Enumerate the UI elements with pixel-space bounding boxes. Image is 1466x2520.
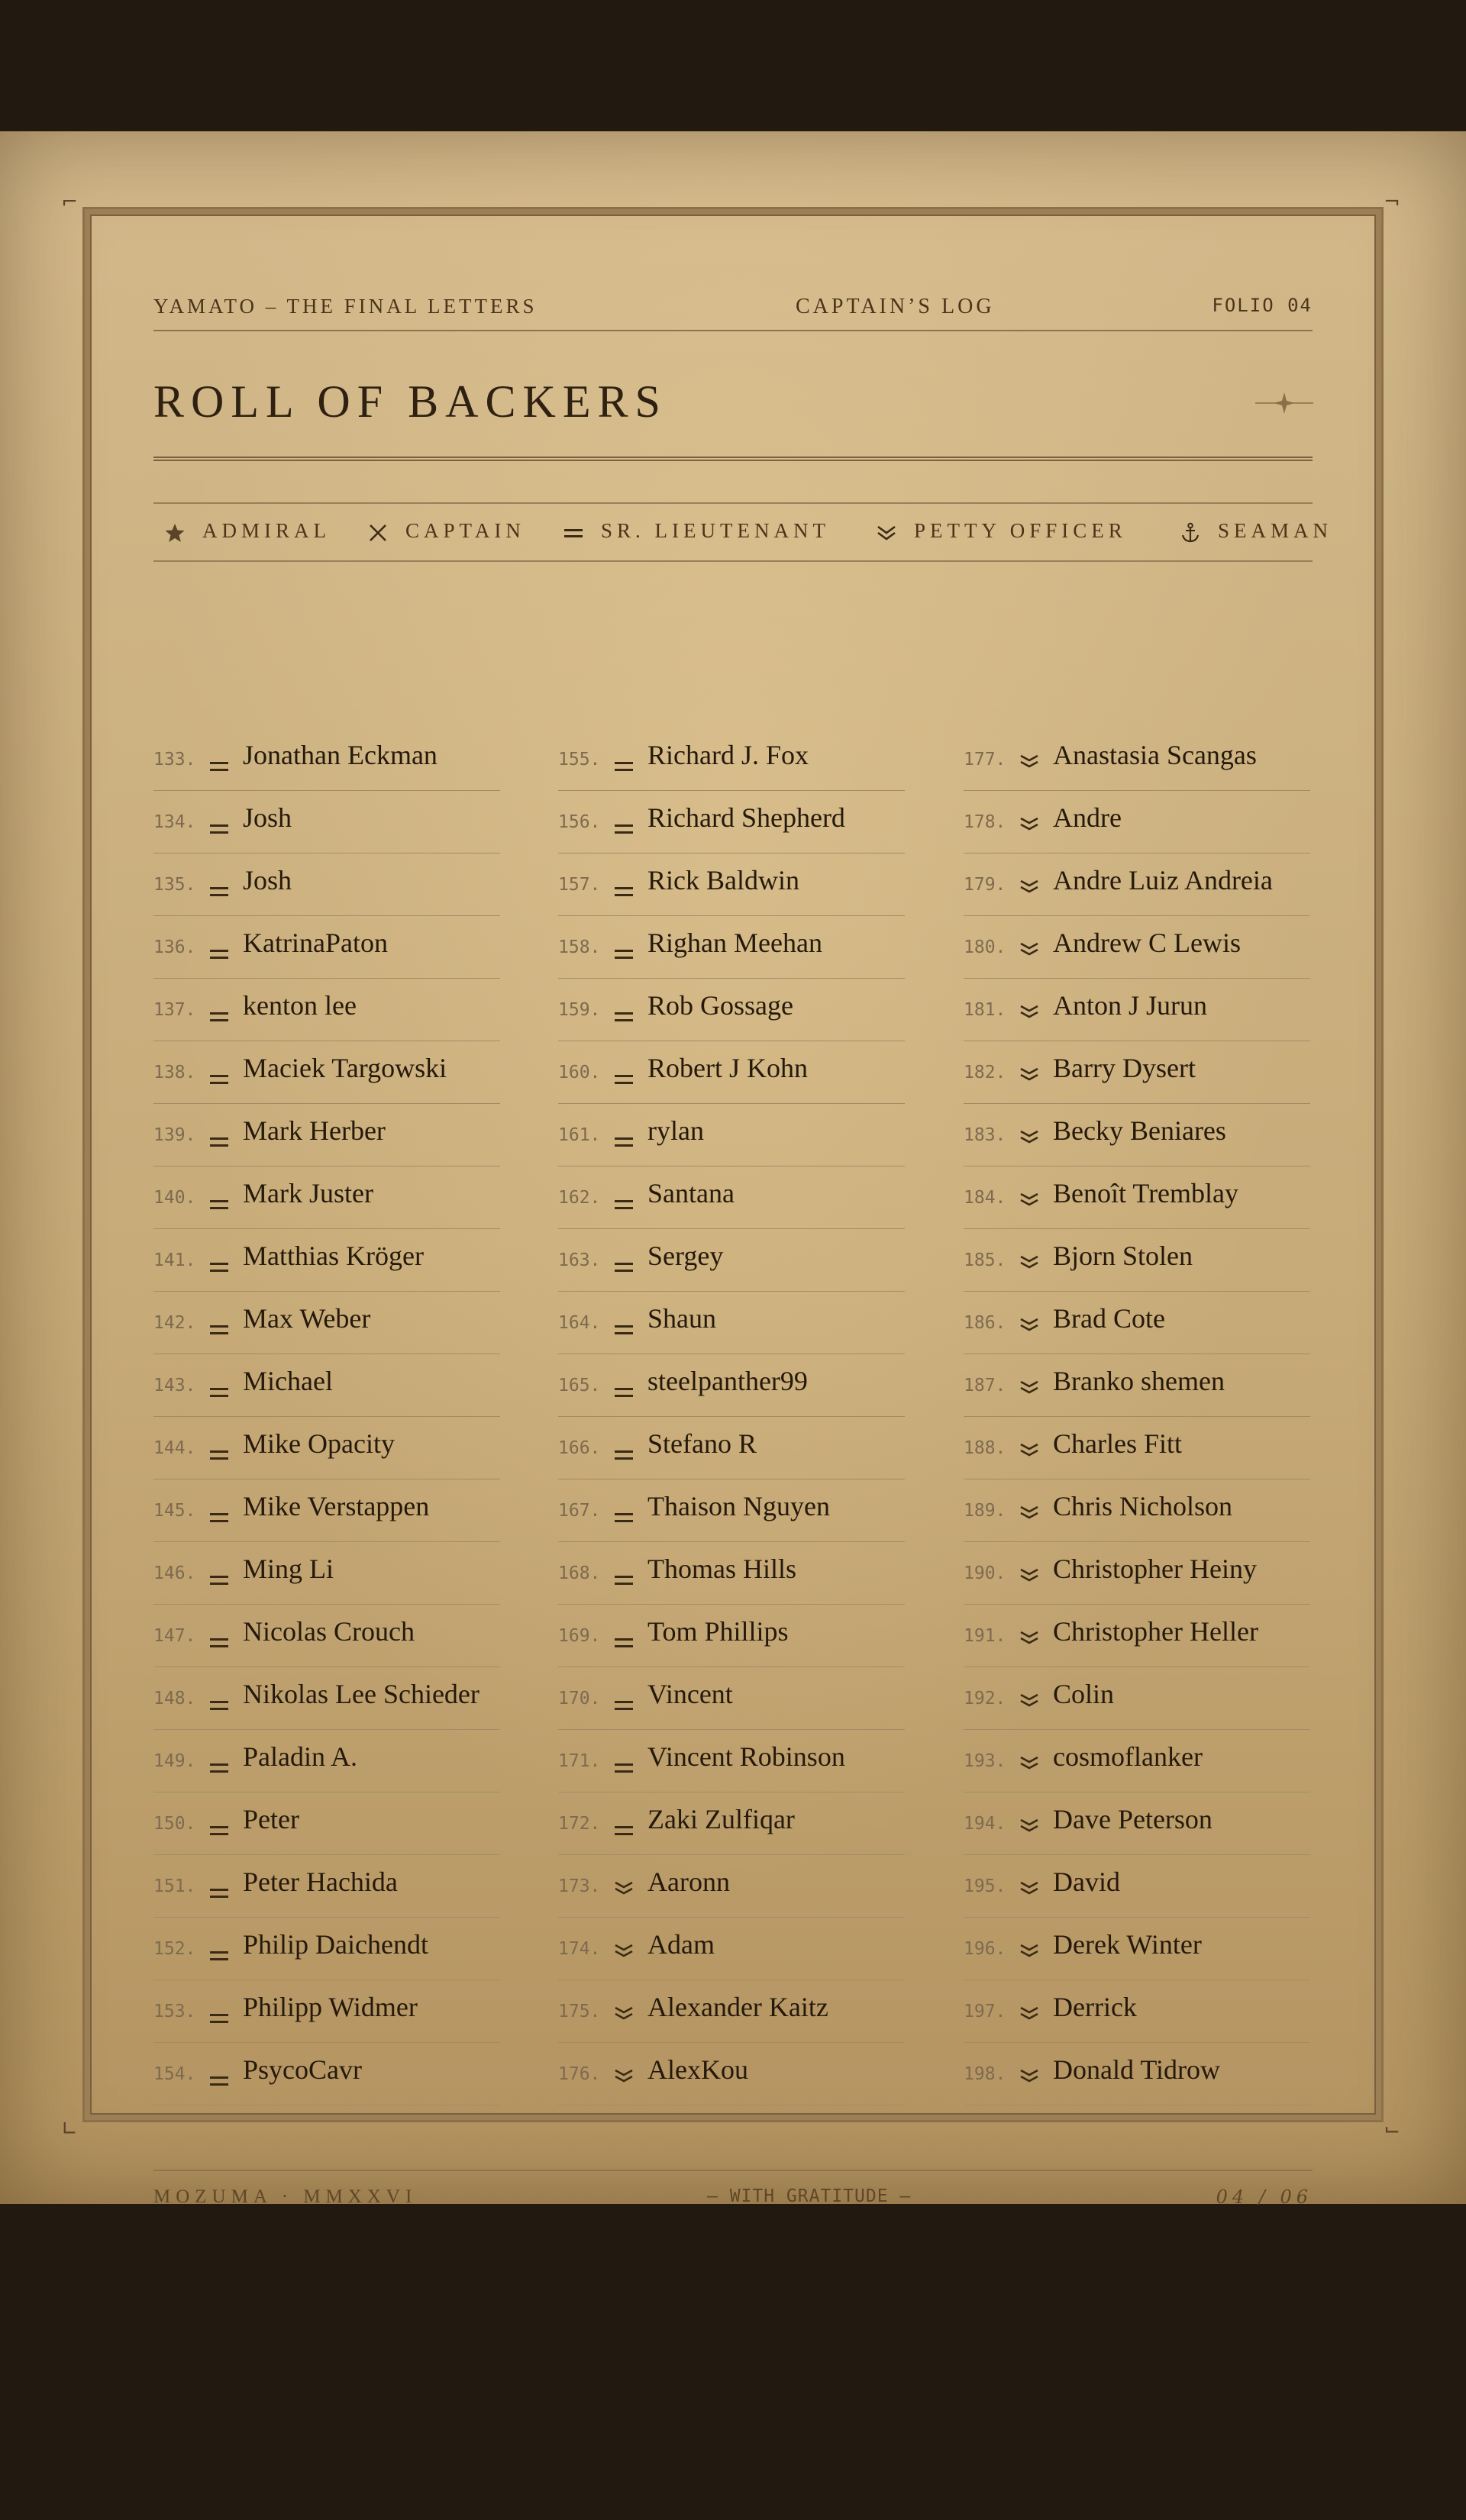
backer-entry (964, 1479, 1310, 1542)
backer-entry (153, 1855, 500, 1918)
double-chevron-icon (1019, 815, 1040, 837)
backer-name: Max Weber (243, 1303, 371, 1334)
double-bar-icon (208, 815, 230, 837)
double-chevron-icon (613, 2005, 635, 2026)
backer-entry (153, 1792, 500, 1855)
double-chevron-icon (613, 1942, 635, 1963)
double-bar-icon (208, 1128, 230, 1150)
backer-entry (558, 1792, 905, 1855)
backer-name: rylan (647, 1115, 704, 1146)
rank-legend (153, 502, 1333, 562)
backer-number: 161. (558, 1125, 601, 1145)
double-chevron-icon (613, 1880, 635, 1901)
backer-number: 198. (964, 2064, 1006, 2084)
backer-number: 172. (558, 1814, 601, 1834)
backer-entry (558, 2043, 905, 2105)
backer-name: Rick Baldwin (647, 865, 799, 895)
backer-number: 196. (964, 1939, 1006, 1959)
double-bar-icon (208, 1379, 230, 1400)
backer-number: 154. (153, 2064, 196, 2084)
double-chevron-icon (1019, 1003, 1040, 1024)
backer-number: 153. (153, 2002, 196, 2021)
backer-entry (153, 2043, 500, 2105)
double-chevron-icon (1019, 1316, 1040, 1337)
backer-number: 137. (153, 1000, 196, 1020)
backer-entry (964, 1166, 1310, 1229)
backer-number: 195. (964, 1876, 1006, 1896)
backer-entry (153, 1041, 500, 1104)
backer-number: 157. (558, 875, 601, 895)
double-chevron-icon (1019, 1066, 1040, 1087)
backer-number: 185. (964, 1250, 1006, 1270)
backer-number: 181. (964, 1000, 1006, 1020)
double-bar-icon (208, 1441, 230, 1463)
double-chevron-icon (1019, 878, 1040, 899)
backer-number: 192. (964, 1689, 1006, 1709)
backer-name: Christopher Heller (1053, 1616, 1258, 1647)
backer-entry (558, 1229, 905, 1292)
backer-name: Peter Hachida (243, 1867, 398, 1897)
backer-entry (153, 916, 500, 979)
backer-number: 175. (558, 2002, 601, 2021)
backer-name: Philip Daichendt (243, 1929, 428, 1960)
backer-entry (153, 853, 500, 916)
backer-number: 147. (153, 1626, 196, 1646)
backer-number: 149. (153, 1751, 196, 1771)
backer-column-2 (558, 728, 905, 2105)
backer-name: Peter (243, 1804, 299, 1834)
backer-entry (153, 1918, 500, 1980)
backer-name: Zaki Zulfiqar (647, 1804, 795, 1834)
cross-icon (367, 522, 389, 544)
legend-label: SEAMAN (1218, 519, 1333, 542)
backer-name: Anton J Jurun (1053, 990, 1208, 1021)
backer-name: Maciek Targowski (243, 1053, 447, 1083)
backer-number: 162. (558, 1188, 601, 1208)
double-bar-icon (613, 1003, 635, 1024)
double-bar-icon (208, 1567, 230, 1588)
backer-name: Christopher Heiny (1053, 1554, 1257, 1584)
backer-name: Nikolas Lee Schieder (243, 1679, 480, 1709)
backer-name: Derek Winter (1053, 1929, 1202, 1960)
double-bar-icon (613, 1066, 635, 1087)
backer-name: Jonathan Eckman (243, 740, 438, 770)
double-bar-icon (613, 753, 635, 774)
backer-name: Thaison Nguyen (647, 1491, 830, 1521)
double-bar-icon (613, 941, 635, 962)
backer-number: 167. (558, 1501, 601, 1521)
double-bar-icon (208, 1316, 230, 1337)
backer-number: 139. (153, 1125, 196, 1145)
backer-number: 187. (964, 1376, 1006, 1396)
double-bar-icon (208, 2067, 230, 2089)
legend-label: CAPTAIN (405, 519, 525, 542)
backer-entry (153, 1542, 500, 1605)
double-bar-icon (613, 1754, 635, 1776)
backer-number: 178. (964, 812, 1006, 832)
backer-number: 179. (964, 875, 1006, 895)
backer-name: Alexander Kaitz (647, 1992, 828, 2022)
backer-number: 141. (153, 1250, 196, 1270)
backer-name: Donald Tidrow (1053, 2054, 1221, 2085)
backer-entry (558, 1667, 905, 1730)
backer-name: Becky Beniares (1053, 1115, 1226, 1146)
backer-entry (558, 1855, 905, 1918)
backer-entry (964, 1354, 1310, 1417)
backer-name: Santana (647, 1178, 735, 1208)
backer-number: 169. (558, 1626, 601, 1646)
footer-motto: — WITH GRATITUDE — (707, 2186, 912, 2206)
double-chevron-icon (1019, 1254, 1040, 1275)
backer-name: Philipp Widmer (243, 1992, 418, 2022)
backer-name: AlexKou (647, 2054, 748, 2085)
backer-name: Stefano R (647, 1428, 757, 1459)
double-chevron-icon (1019, 1128, 1040, 1150)
backer-number: 180. (964, 937, 1006, 957)
double-chevron-icon (1019, 1379, 1040, 1400)
header-folio: FOLIO 04 (1212, 295, 1313, 316)
backer-name: Sergey (647, 1241, 724, 1271)
backer-entry (153, 1354, 500, 1417)
backer-number: 168. (558, 1563, 601, 1583)
running-footer (153, 2170, 1313, 2217)
backer-entry (153, 1229, 500, 1292)
backer-name: Charles Fitt (1053, 1428, 1182, 1459)
backer-entry (153, 1479, 500, 1542)
backer-entry (964, 1855, 1310, 1918)
backer-entry (964, 1041, 1310, 1104)
double-bar-icon (208, 1754, 230, 1776)
backer-number: 188. (964, 1438, 1006, 1458)
double-bar-icon (613, 1629, 635, 1650)
backer-number: 184. (964, 1188, 1006, 1208)
double-chevron-icon (1019, 1942, 1040, 1963)
backer-number: 182. (964, 1063, 1006, 1083)
backer-name: Josh (243, 802, 292, 833)
double-chevron-icon (1019, 1441, 1040, 1463)
backer-column-1 (153, 728, 500, 2105)
backer-entry (964, 1792, 1310, 1855)
double-chevron-icon (1019, 1191, 1040, 1212)
backer-entry (153, 1292, 500, 1354)
backer-entry (153, 1730, 500, 1792)
double-chevron-icon (1019, 2067, 1040, 2089)
backer-name: Robert J Kohn (647, 1053, 808, 1083)
backer-entry (558, 1730, 905, 1792)
backer-entry (964, 916, 1310, 979)
backer-name: Andre (1053, 802, 1122, 833)
backer-number: 160. (558, 1063, 601, 1083)
double-bar-icon (613, 1191, 635, 1212)
header-book-title: YAMATO – THE FINAL LETTERS (153, 295, 538, 318)
double-bar-icon (208, 1504, 230, 1525)
corner-ornament-bottom-left: ∟ (61, 2118, 78, 2141)
backer-name: steelpanther99 (647, 1366, 808, 1396)
backer-name: Thomas Hills (647, 1554, 796, 1584)
backer-entry (558, 1980, 905, 2043)
backer-name: Andre Luiz Andreia (1053, 865, 1273, 895)
backer-name: Tom Phillips (647, 1616, 789, 1647)
backer-number: 136. (153, 937, 196, 957)
double-chevron-icon (1019, 753, 1040, 774)
backer-entry (964, 853, 1310, 916)
backer-entry (153, 791, 500, 853)
backer-number: 177. (964, 750, 1006, 770)
backer-number: 135. (153, 875, 196, 895)
double-bar-icon (208, 1066, 230, 1087)
backer-number: 170. (558, 1689, 601, 1709)
backer-column-3 (964, 728, 1310, 2105)
double-bar-icon (613, 1254, 635, 1275)
double-bar-icon (208, 1003, 230, 1024)
backer-number: 163. (558, 1250, 601, 1270)
backer-entry (153, 728, 500, 791)
backer-name: Vincent (647, 1679, 733, 1709)
backer-name: Michael (243, 1366, 333, 1396)
backer-number: 197. (964, 2002, 1006, 2021)
running-header (153, 284, 1313, 331)
backer-name: Branko shemen (1053, 1366, 1225, 1396)
double-bar-icon (613, 1379, 635, 1400)
backer-number: 165. (558, 1376, 601, 1396)
backer-entry (153, 1166, 500, 1229)
double-chevron-icon (1019, 1754, 1040, 1776)
backer-number: 133. (153, 750, 196, 770)
backer-number: 191. (964, 1626, 1006, 1646)
backer-name: Mark Herber (243, 1115, 386, 1146)
double-bar-icon (563, 522, 584, 544)
double-chevron-icon (876, 522, 897, 544)
double-chevron-icon (1019, 1817, 1040, 1838)
backer-name: Mark Juster (243, 1178, 373, 1208)
backer-entry (558, 791, 905, 853)
backer-number: 158. (558, 937, 601, 957)
double-chevron-icon (1019, 2005, 1040, 2026)
backer-number: 173. (558, 1876, 601, 1896)
backer-entry (153, 1667, 500, 1730)
backer-number: 166. (558, 1438, 601, 1458)
backer-entry (558, 1166, 905, 1229)
backer-name: KatrinaPaton (243, 928, 388, 958)
compass-star-icon (1255, 388, 1313, 418)
double-bar-icon (208, 753, 230, 774)
backer-entry (558, 853, 905, 916)
double-chevron-icon (1019, 1504, 1040, 1525)
backer-number: 186. (964, 1313, 1006, 1333)
backer-number: 150. (153, 1814, 196, 1834)
backer-number: 145. (153, 1501, 196, 1521)
anchor-icon (1180, 522, 1201, 544)
legend-label: PETTY OFFICER (914, 519, 1127, 542)
backer-name: Righan Meehan (647, 928, 822, 958)
backer-name: Brad Cote (1053, 1303, 1165, 1334)
backer-entry (558, 1479, 905, 1542)
backer-name: Chris Nicholson (1053, 1491, 1233, 1521)
backer-number: 138. (153, 1063, 196, 1083)
backer-number: 151. (153, 1876, 196, 1896)
backer-name: Mike Verstappen (243, 1491, 430, 1521)
backer-name: Colin (1053, 1679, 1115, 1709)
legend-label: ADMIRAL (202, 519, 331, 542)
backer-name: Shaun (647, 1303, 716, 1334)
backer-entry (558, 728, 905, 791)
double-chevron-icon (1019, 1692, 1040, 1713)
backer-number: 146. (153, 1563, 196, 1583)
backer-entry (558, 1104, 905, 1166)
backer-number: 148. (153, 1689, 196, 1709)
backer-entry (153, 1605, 500, 1667)
backer-entry (964, 1730, 1310, 1792)
footer-imprint: MOZUMA · MMXXVI (153, 2186, 418, 2207)
double-bar-icon (208, 878, 230, 899)
backer-name: Richard Shepherd (647, 802, 845, 833)
double-bar-icon (613, 1441, 635, 1463)
backer-name: Nicolas Crouch (243, 1616, 415, 1647)
backer-number: 190. (964, 1563, 1006, 1583)
backer-entry (558, 1542, 905, 1605)
backer-number: 193. (964, 1751, 1006, 1771)
backer-name: Richard J. Fox (647, 740, 809, 770)
backer-name: kenton lee (243, 990, 357, 1021)
backer-name: Matthias Kröger (243, 1241, 424, 1271)
backer-name: David (1053, 1867, 1120, 1897)
double-bar-icon (613, 1504, 635, 1525)
backer-name: Mike Opacity (243, 1428, 395, 1459)
backer-number: 155. (558, 750, 601, 770)
backer-name: Derrick (1053, 1992, 1137, 2022)
double-bar-icon (208, 2005, 230, 2026)
backer-entry (153, 1104, 500, 1166)
double-bar-icon (208, 1629, 230, 1650)
backer-entry (153, 1417, 500, 1479)
double-bar-icon (208, 1942, 230, 1963)
corner-ornament-top-left: ⌐ (61, 191, 78, 214)
backer-number: 143. (153, 1376, 196, 1396)
backer-entry (964, 1542, 1310, 1605)
backer-number: 176. (558, 2064, 601, 2084)
backer-entry (964, 1980, 1310, 2043)
double-bar-icon (208, 1692, 230, 1713)
double-bar-icon (613, 1817, 635, 1838)
backer-number: 142. (153, 1313, 196, 1333)
backer-number: 159. (558, 1000, 601, 1020)
backer-name: Josh (243, 865, 292, 895)
double-bar-icon (613, 1316, 635, 1337)
double-bar-icon (613, 815, 635, 837)
backer-entry (558, 1292, 905, 1354)
double-bar-icon (613, 878, 635, 899)
double-chevron-icon (1019, 1629, 1040, 1650)
double-bar-icon (613, 1692, 635, 1713)
backer-entry (964, 1292, 1310, 1354)
double-chevron-icon (1019, 1880, 1040, 1901)
backer-name: Paladin A. (243, 1741, 357, 1772)
corner-ornament-bottom-right: ⌙ (1384, 2118, 1400, 2141)
backer-entry (964, 791, 1310, 853)
double-chevron-icon (1019, 1567, 1040, 1588)
star-icon (164, 522, 186, 544)
header-section-title: CAPTAIN’S LOG (796, 295, 995, 318)
backer-name: PsycoCavr (243, 2054, 362, 2085)
double-bar-icon (208, 1191, 230, 1212)
backer-name: Aaronn (647, 1867, 730, 1897)
backer-entry (153, 1980, 500, 2043)
backer-name: Adam (647, 1929, 715, 1960)
backer-number: 144. (153, 1438, 196, 1458)
backer-entry (964, 1918, 1310, 1980)
corner-ornament-top-right: ¬ (1384, 191, 1400, 214)
title-double-rule (153, 457, 1313, 461)
backer-entry (558, 1041, 905, 1104)
backer-entry (964, 1104, 1310, 1166)
backer-entry (964, 1417, 1310, 1479)
double-chevron-icon (1019, 941, 1040, 962)
backer-number: 156. (558, 812, 601, 832)
double-bar-icon (208, 1817, 230, 1838)
backer-name: Dave Peterson (1053, 1804, 1213, 1834)
backer-name: Ming Li (243, 1554, 334, 1584)
backer-name: Andrew C Lewis (1053, 928, 1241, 958)
backer-number: 140. (153, 1188, 196, 1208)
backer-name: Vincent Robinson (647, 1741, 845, 1772)
backer-entry (558, 1354, 905, 1417)
footer-page-number: 04 / 06 (1216, 2186, 1313, 2208)
backer-number: 134. (153, 812, 196, 832)
legend-label: SR. LIEUTENANT (601, 519, 830, 542)
page-title: ROLL OF BACKERS (153, 376, 667, 427)
double-bar-icon (208, 941, 230, 962)
backer-name: Barry Dysert (1053, 1053, 1196, 1083)
backer-entry (558, 1918, 905, 1980)
backer-entry (964, 2043, 1310, 2105)
backer-entry (964, 1667, 1310, 1730)
double-bar-icon (613, 1567, 635, 1588)
backer-entry (964, 1229, 1310, 1292)
backer-entry (153, 979, 500, 1041)
backer-entry (964, 979, 1310, 1041)
parchment-page (0, 131, 1466, 2208)
backer-name: cosmoflanker (1053, 1741, 1203, 1772)
backer-number: 183. (964, 1125, 1006, 1145)
backer-name: Anastasia Scangas (1053, 740, 1257, 770)
double-bar-icon (613, 1128, 635, 1150)
double-bar-icon (208, 1880, 230, 1901)
double-bar-icon (208, 1254, 230, 1275)
backer-entry (964, 728, 1310, 791)
backer-entry (558, 1417, 905, 1479)
backer-number: 189. (964, 1501, 1006, 1521)
backer-number: 152. (153, 1939, 196, 1959)
backer-entry (558, 979, 905, 1041)
backer-name: Benoît Tremblay (1053, 1178, 1239, 1208)
backer-number: 164. (558, 1313, 601, 1333)
double-chevron-icon (613, 2067, 635, 2089)
backer-name: Bjorn Stolen (1053, 1241, 1193, 1271)
backer-number: 171. (558, 1751, 601, 1771)
backer-entry (558, 916, 905, 979)
backer-number: 194. (964, 1814, 1006, 1834)
backer-number: 174. (558, 1939, 601, 1959)
backer-entry (558, 1605, 905, 1667)
backer-name: Rob Gossage (647, 990, 793, 1021)
backer-entry (964, 1605, 1310, 1667)
